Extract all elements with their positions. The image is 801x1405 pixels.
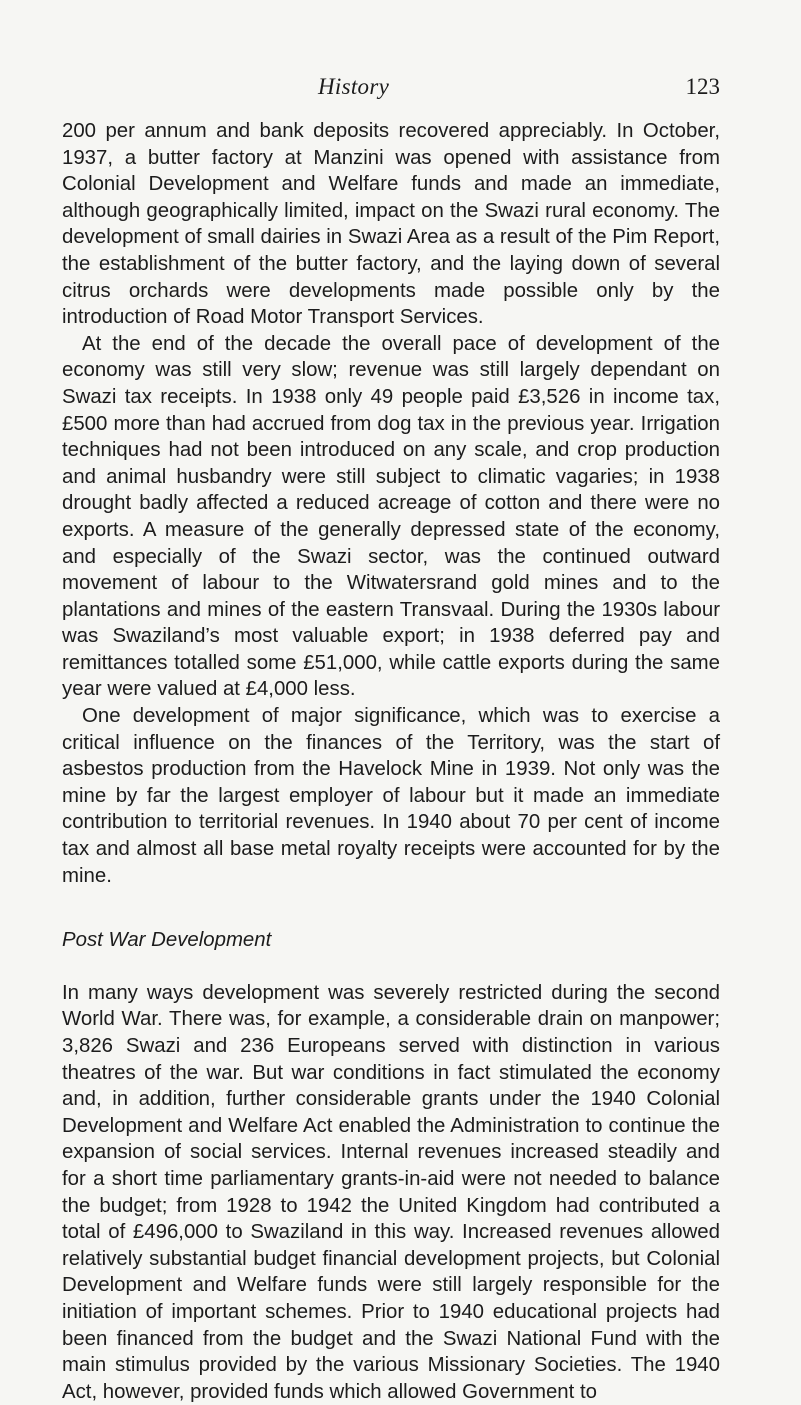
paragraph: 200 per annum and bank deposits recovered appreciably. In October, 1937, a butter factory at Manzini was opened with assistance from Colonial Development and Welfare funds and made an immediate, although geographically limited, impact on the Swazi rural economy. The development of small dairies in Swazi Area as a result of the Pim Report, the establishment of the butter factory, and the laying down of several citrus orchards were developments made possible only by the introduction of Road Motor Transport Services.: [62, 120, 720, 329]
running-header: [200, 74, 720, 104]
paragraph: At the end of the decade the overall pace of development of the economy was still very slow; revenue was still largely dependant on Swazi tax receipts. In 1938 only 49 people paid £3,526 in income tax, £500 more than had accrued from dog tax in the previous year. Irrigation techniques had not been introduced on any scale, and crop production and animal husbandry were still subject to climatic vagaries; in 1938 drought badly affected a reduced acreage of cotton and there were no exports. A measure of the generally depressed state of the economy, and especially of the Swazi sector, was the continued outward movement of labour to the Witwatersrand gold mines and to the plantations and mines of the eastern Transvaal. During the 1930s labour was Swaziland’s most valuable export; in 1938 deferred pay and remittances totalled some £51,000, while cattle exports during the same year were valued at £4,000 less.: [62, 332, 720, 701]
body-text: [62, 118, 720, 1405]
running-title: History: [318, 74, 390, 99]
paragraph: One development of major significance, which was to exercise a critical influence on the finances of the Territory, was the start of asbestos production from the Havelock Mine in 1939. Not only was the mine by far the largest employer of labour but it made an immediate contribution to territorial revenues. In 1940 about 70 per cent of income tax and almost all base metal royalty receipts were accounted for by the mine.: [62, 705, 720, 887]
section-heading: Post War Development: [62, 929, 272, 952]
page-number: 123: [685, 74, 720, 99]
paragraph: In many ways development was severely restricted during the second World War. There was, for example, a considerable drain on manpower; 3,826 Swazi and 236 Europeans served with distinction in various theatres of the war. But war conditions in fact stimulated the economy and, in addition, further considerable grants under the 1940 Colonial Development and Welfare Act enabled the Administration to continue the expansion of social services. Internal revenues increased steadily and for a short time parliamentary grants-in-aid were not needed to balance the budget; from 1928 to 1942 the United Kingdom had contributed a total of £496,000 to Swaziland in this way. Increased revenues allowed relatively substantial budget financial development projects, but Colonial Development and Welfare funds were still largely responsible for the initiation of important schemes. Prior to 1940 educational projects had been financed from the budget and the Swazi National Fund with the main stimulus provided by the various Missionary Societies. The 1940 Act, however, provided funds which allowed Government to: [62, 981, 720, 1403]
